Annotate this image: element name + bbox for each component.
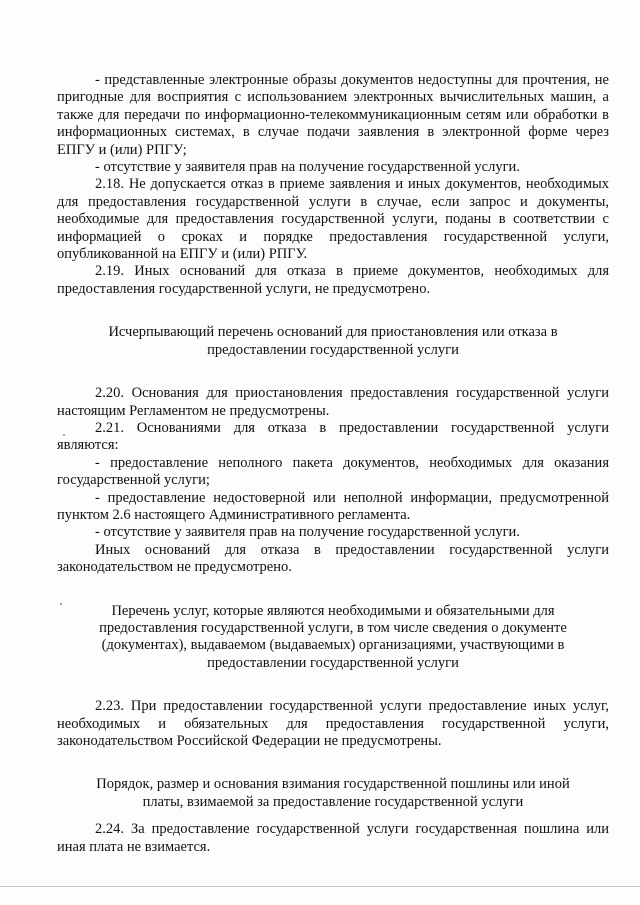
spacer	[57, 750, 609, 776]
document-body	[57, 72, 609, 856]
paragraph-2-23: 2.23. При предоставлении государственной услуги предоставление иных услуг, необходимых и обязательных для предоставления государственной услуги, законодательством Российской Федерации не предусмотрены.	[57, 698, 609, 749]
paragraph-electronic-images: - представленные электронные образы документов недоступны для прочтения, не пригодные для восприятия с использованием электронных вычислительных машин, а также для передачи по информационно-телекоммуникационным сетям или обработки в информационных системах, в случае подачи заявления в электронной форме через ЕПГУ и (или) РПГУ;	[57, 72, 609, 158]
spacer	[57, 577, 609, 603]
paragraph-2-19: 2.19. Иных оснований для отказа в приеме документов, необходимых для предоставления государственной услуги, не предусмотрено.	[57, 263, 609, 297]
paragraph-no-rights: - отсутствие у заявителя прав на получение государственной услуги.	[95, 159, 520, 176]
spacer	[57, 672, 609, 698]
paragraph-2-20: 2.20. Основания для приостановления предоставления государственной услуги настоящим Регламентом не предусмотрены.	[57, 385, 609, 419]
section-heading-state-fee: Порядок, размер и основания взимания государственной пошлины или иной платы, взимаемой за предоставление государственной услуги	[96, 776, 570, 810]
paragraph-2-24: 2.24. За предоставление государственной услуги государственная пошлина или иная плата не взимается.	[57, 821, 609, 855]
paragraph-no-other-grounds: Иных оснований для отказа в предоставлении государственной услуги законодательством не предусмотрено.	[57, 541, 609, 576]
scan-speck	[60, 603, 62, 605]
section-heading-suspension-refusal: Исчерпывающий перечень оснований для приостановления или отказа в предоставлении государственной услуги	[108, 324, 558, 358]
paragraph-false-information: - предоставление недостоверной или неполной информации, предусмотренной пунктом 2.6 настоящего Административного регламента.	[57, 489, 609, 523]
scan-edge-line	[0, 886, 640, 887]
scan-speck	[63, 434, 65, 436]
paragraph-incomplete-package: - предоставление неполного пакета документов, необходимых для оказания государственной услуги;	[57, 454, 609, 489]
paragraph-2-21: 2.21. Основаниями для отказа в предоставлении государственной услуги являются:	[57, 419, 609, 454]
paragraph-no-rights-2: - отсутствие у заявителя прав на получение государственной услуги.	[95, 524, 520, 541]
section-heading-required-services: Перечень услуг, которые являются необходимыми и обязательными для предоставления государственной услуги, в том числе сведения о документе (документах), выдаваемом (выдаваемых) организациями, участвующими в предоставлении государственной услуги	[99, 602, 567, 671]
paragraph-2-18: 2.18. Не допускается отказ в приеме заявления и иных документов, необходимых для предоставления государственной услуги в случае, если запрос и документы, необходимые для предоставления государственной услуги, поданы в соответствии с информацией о сроках и порядке предоставления государственной услуги, опубликованной на ЕПГУ и (или) РПГУ.	[57, 176, 609, 263]
spacer	[57, 359, 609, 385]
spacer	[57, 811, 609, 821]
spacer	[57, 298, 609, 324]
